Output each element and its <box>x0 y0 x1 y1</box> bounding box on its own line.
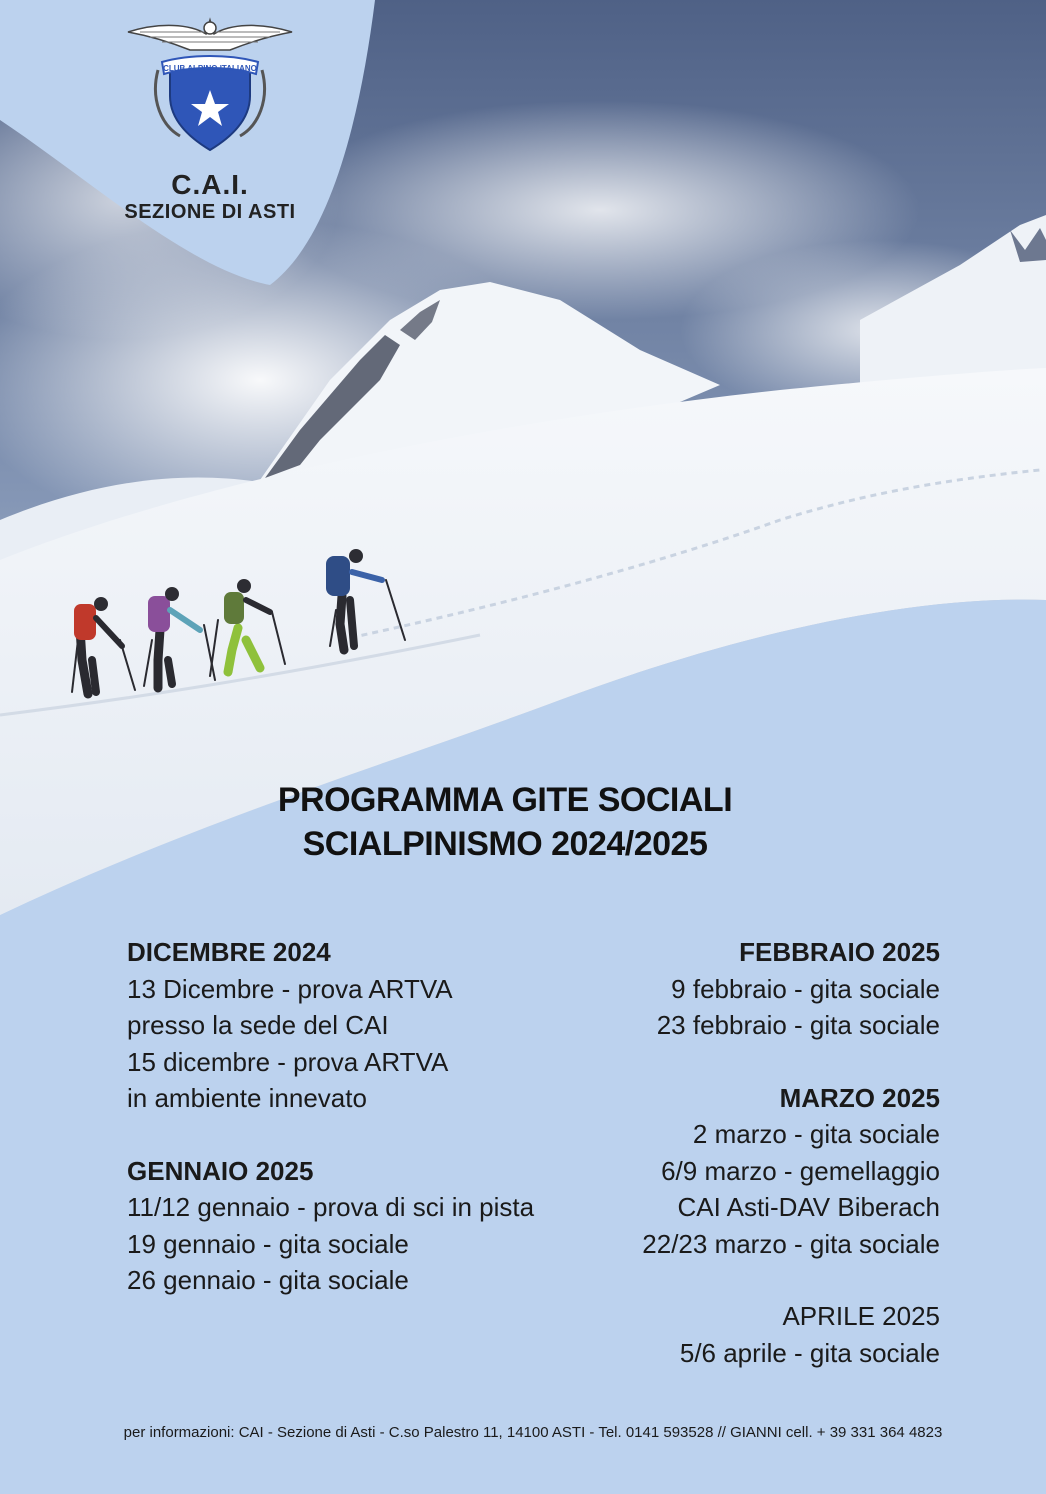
emblem-ribbon-text: CLUB ALPINO ITALIANO <box>163 64 257 73</box>
org-abbreviation: C.A.I. <box>171 169 249 200</box>
program-title <box>0 778 1010 866</box>
month-heading-april: APRILE 2025 <box>782 1301 940 1331</box>
cai-emblem-icon <box>110 10 310 158</box>
schedule-item: presso la sede del CAI <box>127 1010 389 1040</box>
schedule-item: 9 febbraio - gita sociale <box>671 973 940 1004</box>
schedule-item: 23 febbraio - gita sociale <box>656 1010 940 1040</box>
schedule-item: 22/23 marzo - gita sociale <box>642 1228 940 1259</box>
schedule-item: 11/12 gennaio - prova di sci in pista <box>127 1192 535 1222</box>
schedule-item: 2 marzo - gita sociale <box>692 1119 940 1149</box>
cai-logo <box>110 10 310 224</box>
month-heading-december: DICEMBRE 2024 <box>127 937 331 967</box>
schedule-item: 13 Dicembre - prova ARTVA <box>127 973 453 1004</box>
schedule-item: 19 gennaio - gita sociale <box>127 1228 409 1259</box>
schedule-item: CAI Asti-DAV Biberach <box>677 1192 940 1222</box>
schedule-item: 26 gennaio - gita sociale <box>127 1265 409 1295</box>
schedule-item: 5/6 aprile - gita sociale <box>679 1337 940 1368</box>
schedule-item: 6/9 marzo - gemellaggio <box>661 1155 940 1186</box>
schedule-item: in ambiente innevato <box>127 1083 367 1113</box>
month-heading-march: MARZO 2025 <box>779 1082 940 1113</box>
schedule-item: 15 dicembre - prova ARTVA <box>127 1046 449 1077</box>
footer-contact-info: per informazioni: CAI - Sezione di Asti - C.so Palestro 11, 14100 ASTI - Tel. 0141 593528 // GIANNI cell. + 39 331 364 4823 <box>123 1424 943 1441</box>
title-line-2: SCIALPINISMO 2024/2025 <box>302 825 708 863</box>
org-section: SEZIONE DI ASTI <box>124 201 296 223</box>
title-line-1: PROGRAMMA GITE SOCIALI <box>277 781 733 819</box>
month-heading-february: FEBBRAIO 2025 <box>739 937 940 967</box>
month-heading-january: GENNAIO 2025 <box>127 1155 314 1186</box>
schedule-right-column <box>480 934 940 1371</box>
